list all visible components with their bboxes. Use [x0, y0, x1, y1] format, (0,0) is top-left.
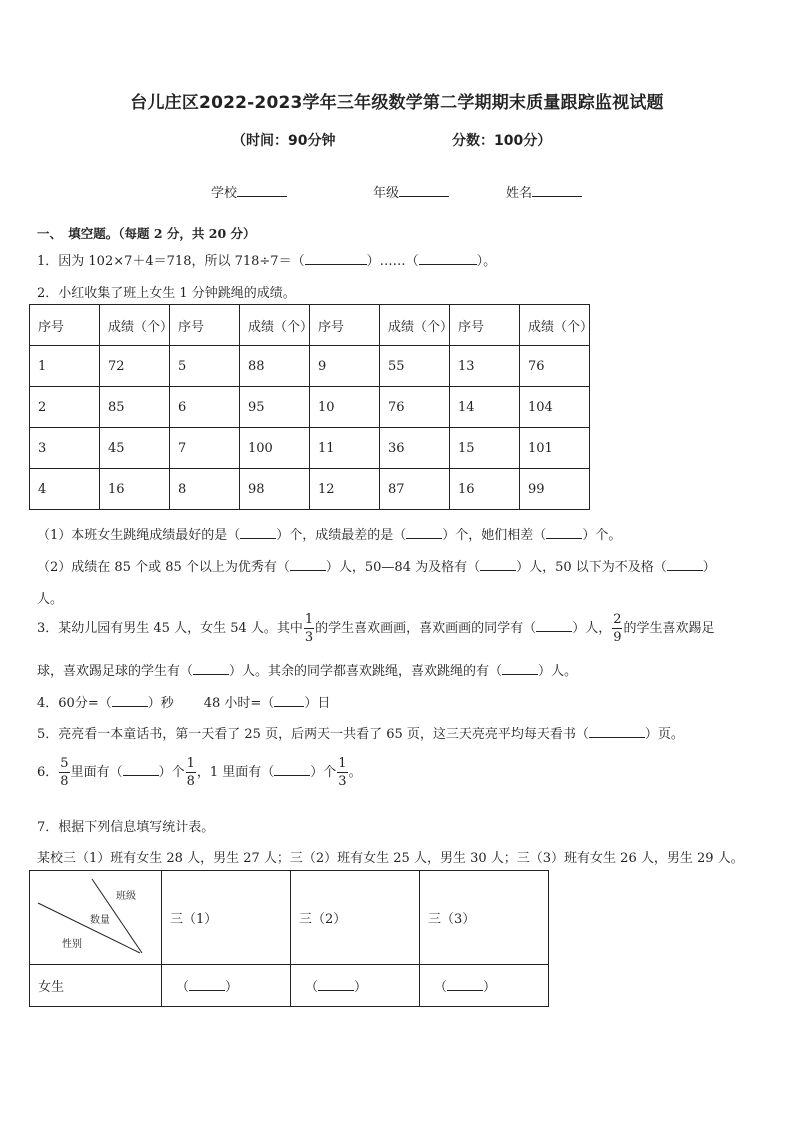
q2s1-blank-1[interactable] — [240, 525, 276, 539]
q3-text-e: 球，喜欢踢足球的学生有（ — [37, 664, 194, 679]
grade-field — [373, 182, 449, 201]
fraction-denominator: 8 — [186, 774, 195, 789]
question-3-line-2 — [37, 660, 577, 679]
q1-text-c: ）。 — [476, 254, 497, 269]
paren-open: （ — [434, 980, 448, 995]
fraction-numerator: 2 — [613, 612, 622, 627]
school-field — [211, 182, 287, 201]
table-cell: 45 — [100, 428, 170, 469]
q2s2-text-d: ） — [702, 560, 716, 575]
exam-score: 分数：100分） — [452, 133, 552, 149]
table-cell: 76 — [380, 387, 450, 428]
question-7-info: 某校三（1）班有女生 28 人，男生 27 人；三（2）班有女生 25 人，男生 30 人；三（3）班有女生 26 人，男生 29 人。 — [37, 851, 744, 866]
q6-text-d: ，1 里面有（ — [196, 765, 275, 780]
table-row — [30, 965, 549, 1007]
table-cell: 104 — [520, 387, 590, 428]
q1-blank-1[interactable] — [305, 251, 367, 265]
table-row — [30, 346, 590, 387]
q4-text-c: 48 小时=（ — [203, 696, 275, 711]
fraction-denominator: 8 — [60, 774, 69, 789]
question-5 — [37, 723, 684, 742]
table-row — [30, 469, 590, 510]
question-1 — [37, 250, 496, 269]
name-field — [506, 182, 582, 201]
scores-table — [29, 304, 594, 510]
table-cell: 98 — [240, 469, 310, 510]
stats-table — [29, 870, 549, 1007]
q5-text-a: 5．亮亮看一本童话书，第一天看了 25 页，后两天一共看了 65 页，这三天亮亮平均每天看书（ — [37, 727, 589, 742]
fraction-denominator: 3 — [338, 774, 347, 789]
table-cell: 7 — [170, 428, 240, 469]
school-blank[interactable] — [237, 183, 287, 197]
exam-time: （时间：90分钟 — [232, 133, 336, 149]
q6-blank-1[interactable] — [123, 762, 159, 776]
diag-label-class: 班级 — [116, 891, 136, 902]
table-header-cell: 成绩（个） — [240, 305, 310, 346]
q3-text-a: 3．某幼儿园有男生 45 人，女生 54 人。其中 — [37, 621, 303, 636]
q6-text-c: ）个 — [158, 765, 185, 780]
q4-blank-1[interactable] — [112, 693, 148, 707]
table-cell: 15 — [450, 428, 520, 469]
q2s2-text-a: （2）成绩在 85 个或 85 个以上为优秀有（ — [37, 560, 290, 575]
diag-label-quantity: 数量 — [90, 915, 110, 926]
table-cell: 16 — [450, 469, 520, 510]
question-2-sub-1 — [37, 524, 621, 543]
stats-blank-2[interactable] — [318, 977, 354, 991]
class-header-cell: 三（1） — [162, 871, 291, 965]
table-cell: 2 — [30, 387, 100, 428]
question-6 — [37, 757, 362, 788]
diagonal-header-cell — [30, 871, 162, 965]
fraction-numerator: 1 — [186, 756, 195, 771]
table-cell: 8 — [170, 469, 240, 510]
table-header-cell: 成绩（个） — [100, 305, 170, 346]
table-cell: 13 — [450, 346, 520, 387]
question-2-intro: 2．小红收集了班上女生 1 分钟跳绳的成绩。 — [37, 286, 296, 301]
q3-text-c: ）人， — [572, 621, 612, 636]
table-header-cell: 序号 — [30, 305, 100, 346]
table-cell: 55 — [380, 346, 450, 387]
table-cell: 76 — [520, 346, 590, 387]
fraction-five-eighths — [59, 757, 69, 788]
grade-blank[interactable] — [399, 183, 449, 197]
table-cell: 4 — [30, 469, 100, 510]
table-cell: 14 — [450, 387, 520, 428]
table-header-cell: 成绩（个） — [520, 305, 590, 346]
table-header-cell: 序号 — [310, 305, 380, 346]
stats-answer-cell — [291, 965, 420, 1007]
q4-text-b: ）秒 — [147, 696, 174, 711]
q2s1-text-b: ）个，成绩最差的是（ — [276, 528, 407, 543]
table-cell: 88 — [240, 346, 310, 387]
table-cell: 99 — [520, 469, 590, 510]
q3-text-d: 的学生喜欢踢足 — [623, 621, 715, 636]
fraction-one-third — [337, 757, 347, 788]
stats-answer-cell — [162, 965, 291, 1007]
q2s1-text-d: ）个。 — [582, 528, 622, 543]
table-cell: 101 — [520, 428, 590, 469]
stats-answer-cell — [420, 965, 549, 1007]
table-cell: 9 — [310, 346, 380, 387]
fraction-two-ninths — [612, 613, 622, 644]
table-cell: 3 — [30, 428, 100, 469]
question-7-intro: 7．根据下列信息填写统计表。 — [37, 820, 215, 835]
fraction-one-third — [304, 613, 314, 644]
row-label-girls: 女生 — [30, 965, 162, 1007]
q6-text-f: 。 — [348, 765, 362, 780]
q1-blank-2[interactable] — [419, 251, 477, 265]
q6-text-e: ）个 — [310, 765, 337, 780]
q3-text-g: ）人。 — [538, 664, 578, 679]
q5-text-b: ）页。 — [644, 727, 684, 742]
name-label: 姓名 — [506, 186, 533, 201]
q6-text-a: 6． — [37, 765, 59, 780]
q2s1-text-c: ）个，她们相差（ — [442, 528, 547, 543]
question-2-sub-2-cont: 人。 — [37, 592, 64, 607]
table-cell: 10 — [310, 387, 380, 428]
fraction-denominator: 9 — [613, 630, 622, 645]
q3-text-b: 的学生喜欢画画，喜欢画画的同学有（ — [315, 621, 537, 636]
table-cell: 87 — [380, 469, 450, 510]
table-cell: 6 — [170, 387, 240, 428]
fraction-numerator: 5 — [60, 756, 69, 771]
section-heading: 一、 填空题。（每题 2 分，共 20 分） — [37, 226, 256, 241]
q6-blank-2[interactable] — [274, 762, 310, 776]
q5-blank[interactable] — [589, 724, 645, 738]
table-cell: 1 — [30, 346, 100, 387]
table-cell: 72 — [100, 346, 170, 387]
q4-text-d: ）日 — [304, 696, 331, 711]
q4-text-a: 4．60分=（ — [37, 696, 112, 711]
table-header-cell: 序号 — [170, 305, 240, 346]
q3-text-f: ）人。其余的同学都喜欢跳绳，喜欢跳绳的有（ — [229, 664, 503, 679]
table-header-cell: 成绩（个） — [380, 305, 450, 346]
stats-header-row — [30, 871, 549, 965]
q2s2-blank-2[interactable] — [480, 557, 516, 571]
table-cell: 95 — [240, 387, 310, 428]
class-header-cell: 三（2） — [291, 871, 420, 965]
question-4 — [37, 692, 330, 711]
q1-text-b: ）……（ — [366, 254, 419, 269]
class-header-cell: 三（3） — [420, 871, 549, 965]
table-cell: 12 — [310, 469, 380, 510]
q4-blank-2[interactable] — [274, 693, 304, 707]
question-2-sub-2 — [37, 556, 716, 575]
q2s1-blank-3[interactable] — [546, 525, 582, 539]
paren-close: ） — [225, 980, 239, 995]
question-3-line-1 — [37, 613, 715, 644]
fraction-one-eighth — [186, 757, 196, 788]
paren-open: （ — [305, 980, 319, 995]
q2s2-text-c: ）人，50 以下为不及格（ — [516, 560, 667, 575]
paren-close: ） — [354, 980, 368, 995]
paren-open: （ — [176, 980, 190, 995]
table-cell: 5 — [170, 346, 240, 387]
table-cell: 85 — [100, 387, 170, 428]
q3-blank-2[interactable] — [193, 661, 229, 675]
table-cell: 16 — [100, 469, 170, 510]
q3-blank-3[interactable] — [502, 661, 538, 675]
q2s1-text-a: （1）本班女生跳绳成绩最好的是（ — [37, 528, 241, 543]
table-header-row — [30, 305, 590, 346]
table-row — [30, 428, 590, 469]
table-cell: 36 — [380, 428, 450, 469]
paren-close: ） — [483, 980, 497, 995]
table-row — [30, 387, 590, 428]
q2s2-blank-3[interactable] — [667, 557, 703, 571]
grade-label: 年级 — [373, 186, 400, 201]
name-blank[interactable] — [532, 183, 582, 197]
diag-label-gender: 性别 — [62, 939, 82, 950]
table-header-cell: 序号 — [450, 305, 520, 346]
q2s2-text-b: ）人，50—84 为及格有（ — [325, 560, 481, 575]
q6-text-b: 里面有（ — [70, 765, 123, 780]
stats-blank-1[interactable] — [189, 977, 225, 991]
page-title: 台儿庄区2022-2023学年三年级数学第二学期期末质量跟踪监视试题 — [130, 93, 664, 113]
q1-text-a: 1．因为 102×7＋4＝718，所以 718÷7＝（ — [37, 254, 305, 269]
table-cell: 100 — [240, 428, 310, 469]
q2s1-blank-2[interactable] — [406, 525, 442, 539]
school-label: 学校 — [211, 186, 238, 201]
q3-blank-1[interactable] — [536, 618, 572, 632]
q2s2-blank-1[interactable] — [290, 557, 326, 571]
fraction-numerator: 1 — [338, 756, 347, 771]
fraction-denominator: 3 — [304, 630, 314, 645]
fraction-numerator: 1 — [304, 612, 314, 627]
table-cell: 11 — [310, 428, 380, 469]
stats-blank-3[interactable] — [447, 977, 483, 991]
